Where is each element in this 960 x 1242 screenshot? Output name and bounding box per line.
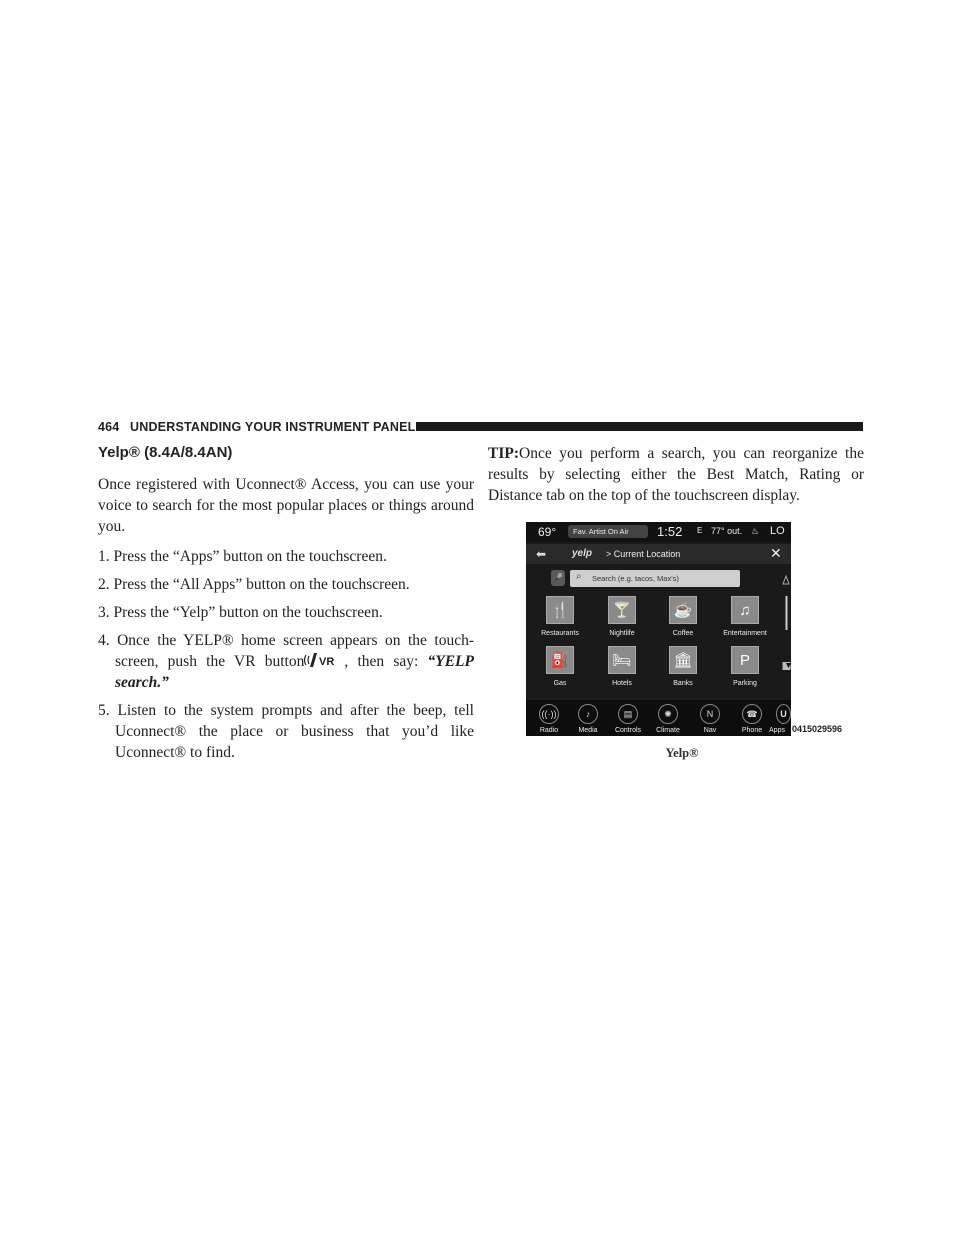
- scroll-up-icon[interactable]: [783, 576, 789, 584]
- step-4: [98, 630, 474, 693]
- banks-label: Banks: [673, 680, 693, 687]
- nightlife-tile[interactable]: [608, 596, 636, 624]
- vr-button-icon: [304, 652, 344, 668]
- figure-code: 0415029596: [792, 724, 843, 734]
- coffee-tile[interactable]: [669, 596, 697, 624]
- interior-temp: 69°: [538, 525, 557, 539]
- section-title: Yelp® (8.4A/8.4AN): [98, 444, 233, 461]
- bed-icon: 🛏: [612, 652, 632, 669]
- nightlife-label: Nightlife: [609, 630, 635, 637]
- fav-artist-button[interactable]: Fav. Artist On Air: [568, 525, 648, 538]
- figure-caption: Yelp®: [665, 746, 699, 760]
- yelp-command: “YELP search.”: [115, 653, 474, 691]
- microphone-icon[interactable]: 🎤: [551, 570, 565, 586]
- apps-icon[interactable]: U: [776, 704, 791, 724]
- dock-apps-label: Apps: [769, 727, 785, 734]
- header-rule: [416, 422, 863, 431]
- step-4-text: 4. Once the YELP® home screen appears on the touch-screen, push the VR button: [98, 632, 474, 670]
- cocktail-icon: 🍸: [612, 602, 632, 619]
- music-note-icon: ♫: [739, 602, 751, 619]
- tip-paragraph: [488, 443, 864, 506]
- search-input[interactable]: Search (e.g. tacos, Max's): [570, 570, 740, 587]
- seat-heat-icon: ♨: [751, 526, 760, 536]
- hotels-label: Hotels: [612, 680, 632, 687]
- current-location-link[interactable]: > Current Location: [606, 549, 681, 559]
- title-bar: [526, 544, 791, 564]
- restaurants-tile[interactable]: [546, 596, 574, 624]
- radio-tower-icon[interactable]: ((·)): [539, 704, 559, 724]
- dock-climate-label: Climate: [656, 727, 680, 734]
- parking-label: Parking: [733, 680, 757, 687]
- running-header: [98, 420, 863, 434]
- clock: 1:52: [657, 524, 683, 539]
- scroll-down-icon: [786, 662, 791, 670]
- climate-icon[interactable]: ✺: [658, 704, 678, 724]
- dock-media-label: Media: [578, 727, 598, 734]
- phone-icon[interactable]: ☎: [742, 704, 762, 724]
- step-1: 1. Press the “Apps” button on the touchscreen.: [98, 548, 387, 565]
- step-5: 5. Listen to the system prompts and after the beep, tell Uconnect® the place or business that you’d like Uconnect® to find.: [98, 702, 474, 761]
- yelp-logo: yelp: [572, 548, 593, 559]
- dock-radio-label: Radio: [539, 727, 559, 734]
- parking-icon: P: [739, 652, 750, 669]
- entertainment-label: Entertainment: [723, 630, 767, 637]
- page-number: 464: [98, 420, 120, 434]
- dock-nav-label: Nav: [703, 727, 717, 734]
- status-bar: [526, 522, 791, 542]
- controls-icon[interactable]: ▤: [618, 704, 638, 724]
- parking-tile[interactable]: [731, 646, 759, 674]
- banks-tile[interactable]: [669, 646, 697, 674]
- tip-text: Once you perform a search, you can reorganize the results by selecting either the Best Match, Rating or Distance tab on the top of the touchscreen display.: [488, 445, 864, 504]
- gas-tile[interactable]: [546, 646, 574, 674]
- search-icon: ⌕: [576, 571, 582, 582]
- dock-controls-label: Controls: [614, 727, 642, 734]
- scrollbar-thumb[interactable]: [786, 596, 788, 630]
- coffee-icon: ☕: [673, 602, 693, 619]
- close-icon[interactable]: ✕: [770, 545, 782, 561]
- yelp-touchscreen-figure: [526, 522, 791, 736]
- bank-icon: 🏛: [673, 652, 693, 669]
- steps-list: [98, 546, 474, 763]
- coffee-label: Coffee: [672, 630, 694, 637]
- scroll-controls: [782, 570, 791, 670]
- outside-temp: 77° out.: [711, 526, 743, 536]
- tip-label: TIP:: [488, 445, 519, 462]
- step-3: 3. Press the “Yelp” button on the touchscreen.: [98, 604, 383, 621]
- compass-direction: E: [697, 526, 703, 535]
- left-column: [98, 443, 474, 770]
- gas-pump-icon: ⛽: [550, 652, 570, 669]
- step-4-mid: , then say:: [344, 653, 419, 670]
- step-2: 2. Press the “All Apps” button on the touchscreen.: [98, 576, 410, 593]
- entertainment-tile[interactable]: [731, 596, 759, 624]
- running-title: UNDERSTANDING YOUR INSTRUMENT PANEL: [130, 420, 416, 434]
- svg-text:VR: VR: [319, 656, 335, 668]
- bottom-dock: [526, 700, 791, 736]
- search-row: [526, 566, 791, 590]
- fan-level: LO: [770, 525, 785, 537]
- right-column: [488, 443, 864, 506]
- hotels-tile[interactable]: [608, 646, 636, 674]
- compass-icon[interactable]: N: [700, 704, 720, 724]
- media-icon[interactable]: ♪: [578, 704, 598, 724]
- dock-phone-label: Phone: [741, 727, 763, 734]
- back-arrow-icon[interactable]: ⬅: [536, 547, 547, 561]
- restaurants-label: Restaurants: [541, 630, 579, 637]
- gas-label: Gas: [553, 680, 567, 687]
- fork-knife-icon: 🍴: [550, 602, 570, 619]
- intro-paragraph: Once registered with Uconnect® Access, you can use your voice to search for the most popular places or things around you.: [98, 476, 474, 535]
